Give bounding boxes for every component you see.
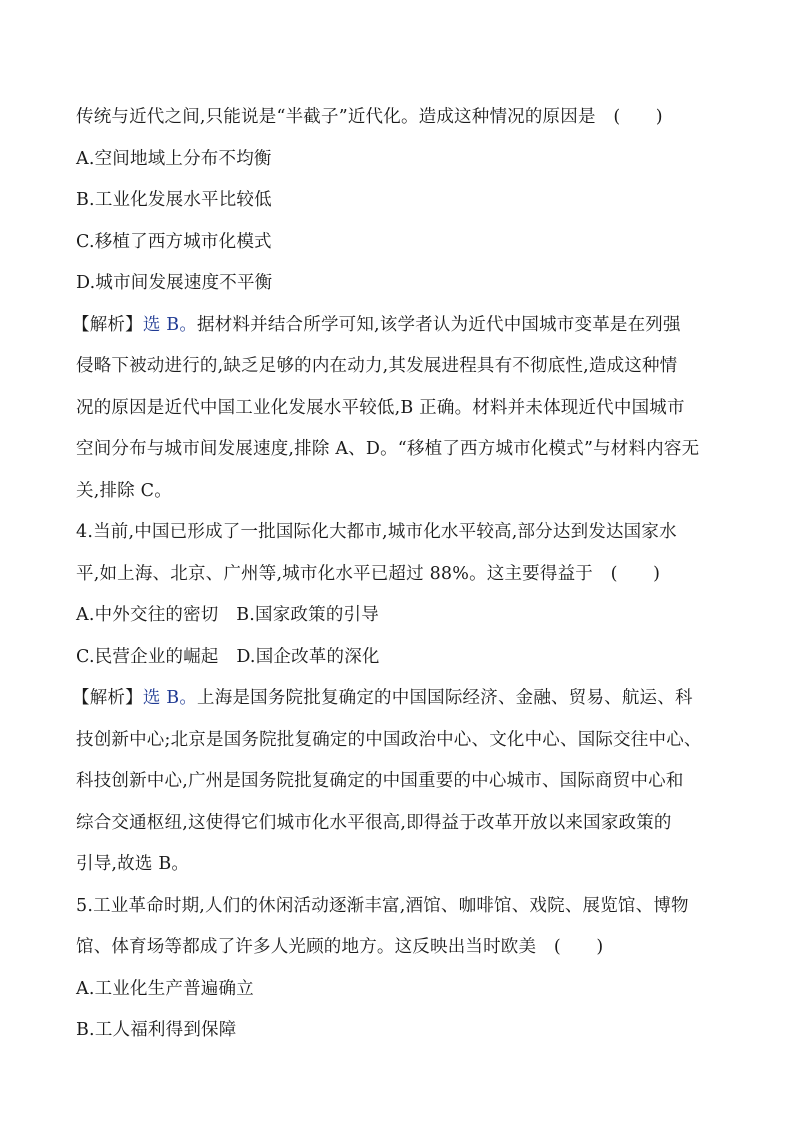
- question4-analysis-line-1: [72, 686, 724, 710]
- question3-analysis-line-5: 关,排除 C。: [76, 481, 172, 501]
- analysis-label: 【解析】: [72, 688, 143, 708]
- question3-option-c: C.移植了西方城市化模式: [76, 232, 272, 252]
- analysis-answer: 选 B。: [142, 688, 198, 708]
- question4-stem-line-1: 4.当前,中国已形成了一批国际化大都市,城市化水平较高,部分达到发达国家水: [76, 522, 677, 542]
- question4-analysis-line-2: 技创新中心;北京是国务院批复确定的中国政治中心、文化中心、国际交往中心、: [76, 730, 702, 750]
- question5-stem-line-2: 馆、体育场等都成了许多人光顾的地方。这反映出当时欧美 ( ): [76, 937, 604, 957]
- question4-stem-line-2: 平,如上海、北京、广州等,城市化水平已超过 88%。这主要得益于 ( ): [76, 564, 661, 584]
- question3-analysis-line-3: 况的原因是近代中国工业化发展水平较低,B 正确。材料并未体现近代中国城市: [76, 398, 685, 418]
- question5-option-a: A.工业化生产普遍确立: [76, 979, 254, 999]
- question3-option-b: B.工业化发展水平比较低: [76, 190, 272, 210]
- question3-analysis-line-4: 空间分布与城市间发展速度,排除 A、D。“移植了西方城市化模式”与材料内容无: [76, 439, 700, 459]
- question3-analysis-line-2: 侵略下被动进行的,缺乏足够的内在动力,其发展进程具有不彻底性,造成这种情: [76, 356, 678, 376]
- analysis-label: 【解析】: [72, 315, 143, 335]
- analysis-text: 据材料并结合所学可知,该学者认为近代中国城市变革是在列强: [197, 315, 681, 335]
- question4-options-row-1: A.中外交往的密切 B.国家政策的引导: [76, 605, 379, 625]
- question4-analysis-line-4: 综合交通枢纽,这使得它们城市化水平很高,即得益于改革开放以来国家政策的: [76, 813, 672, 833]
- question3-option-a: A.空间地域上分布不均衡: [76, 149, 272, 169]
- question5-option-b: B.工人福利得到保障: [76, 1020, 237, 1040]
- question3-option-d: D.城市间发展速度不平衡: [76, 273, 273, 293]
- question4-analysis-line-5: 引导,故选 B。: [76, 854, 190, 874]
- analysis-answer: 选 B。: [142, 315, 198, 335]
- question5-stem-line-1: 5.工业革命时期,人们的休闲活动逐渐丰富,酒馆、咖啡馆、戏院、展览馆、博物: [76, 896, 689, 916]
- question4-options-row-2: C.民营企业的崛起 D.国企改革的深化: [76, 647, 380, 667]
- analysis-text: 上海是国务院批复确定的中国国际经济、金融、贸易、航运、科: [197, 688, 693, 708]
- question3-analysis-line-1: [72, 313, 724, 337]
- question4-analysis-line-3: 科技创新中心,广州是国务院批复确定的中国重要的中心城市、国际商贸中心和: [76, 771, 684, 791]
- question3-stem: 传统与近代之间,只能说是“半截子”近代化。造成这种情况的原因是 ( ): [76, 107, 663, 127]
